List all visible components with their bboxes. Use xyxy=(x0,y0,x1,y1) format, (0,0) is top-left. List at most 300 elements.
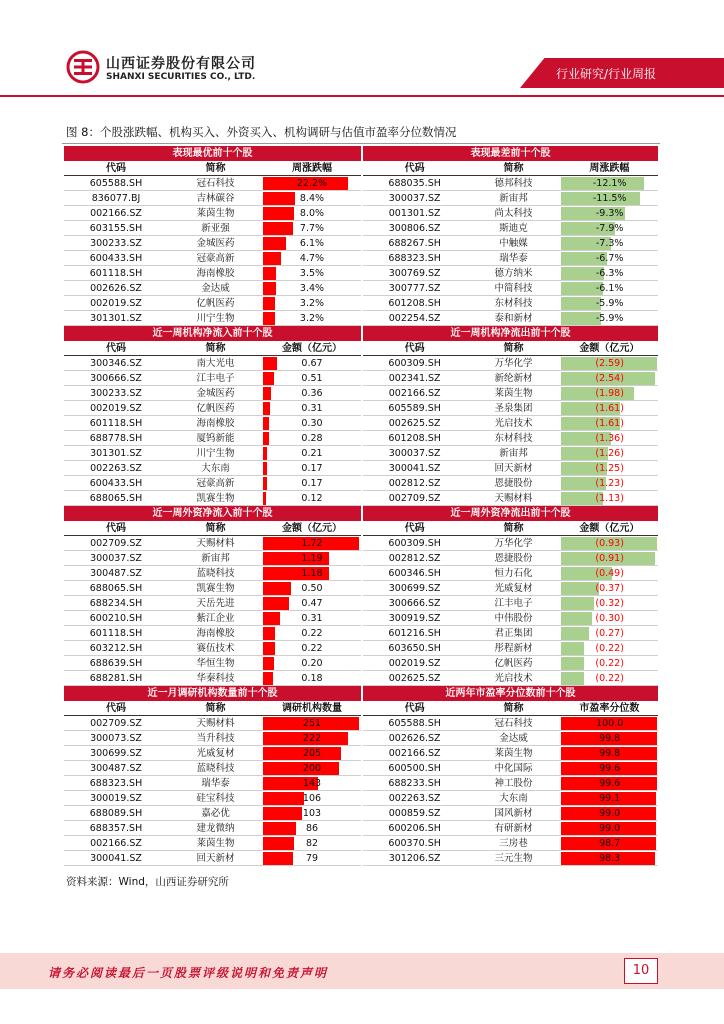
table-row xyxy=(64,656,361,671)
table-row xyxy=(64,296,361,311)
column-header-row xyxy=(64,341,361,356)
value-cell xyxy=(263,731,361,745)
value-cell xyxy=(263,401,361,415)
table-row xyxy=(363,221,658,236)
table-title: 表现最优前十个股 xyxy=(64,146,361,161)
table-row xyxy=(64,386,361,401)
table-row xyxy=(363,176,658,191)
value-label: 86 xyxy=(305,823,319,834)
column-header: 周涨跌幅 xyxy=(589,163,630,174)
stock-code: 300346.SZ xyxy=(90,358,142,369)
stock-name: 川宁生物 xyxy=(196,448,235,459)
stock-name: 冠豪高新 xyxy=(196,478,235,489)
stock-name: 新宙邦 xyxy=(201,553,230,564)
value-label: 0.47 xyxy=(301,598,323,609)
value-label: 99.0 xyxy=(599,808,621,819)
table-row xyxy=(363,641,658,656)
table-row xyxy=(64,266,361,281)
table-row xyxy=(363,776,658,791)
stock-name: 中伟股份 xyxy=(494,613,533,624)
table-row xyxy=(363,611,658,626)
stock-code: 688035.SH xyxy=(388,178,441,189)
stock-tables xyxy=(64,146,658,866)
value-cell xyxy=(561,566,658,580)
stock-code: 002263.SZ xyxy=(388,793,441,804)
value-cell xyxy=(263,371,361,385)
stock-name: 天赐材料 xyxy=(196,538,235,549)
value-label: -6.3% xyxy=(595,268,624,279)
table-row xyxy=(363,581,658,596)
stock-name: 江丰电子 xyxy=(196,373,235,384)
table-row xyxy=(363,266,658,281)
stock-code: 002166.SZ xyxy=(90,838,142,849)
stock-name: 大东南 xyxy=(201,463,230,474)
stock-name: 东材科技 xyxy=(494,298,533,309)
table-right xyxy=(361,146,658,326)
table-row xyxy=(64,311,361,326)
value-cell xyxy=(561,851,658,865)
header-divider xyxy=(0,95,724,97)
stock-code: 688639.SH xyxy=(89,658,143,669)
table-row xyxy=(64,836,361,851)
stock-name: 金城医药 xyxy=(196,388,235,399)
table-row xyxy=(64,821,361,836)
stock-code: 300041.SZ xyxy=(90,853,142,864)
stock-code: 002019.SZ xyxy=(90,403,142,414)
stock-name: 亿帆医药 xyxy=(494,658,533,669)
stock-code: 688234.SH xyxy=(89,598,143,609)
stock-code: 002626.SZ xyxy=(90,283,142,294)
table-right xyxy=(361,506,658,686)
stock-name: 中简科技 xyxy=(494,283,533,294)
table-row xyxy=(363,476,658,491)
stock-code: 300037.SZ xyxy=(90,553,142,564)
column-header: 简称 xyxy=(503,703,524,714)
table-row xyxy=(64,476,361,491)
table-title: 近一月调研机构数量前十个股 xyxy=(64,686,361,701)
value-cell xyxy=(561,176,658,190)
table-row xyxy=(64,626,361,641)
column-header: 简称 xyxy=(205,343,226,354)
value-cell xyxy=(561,551,658,565)
stock-code: 002166.SZ xyxy=(90,208,142,219)
value-label: 0.28 xyxy=(301,433,323,444)
table-title: 表现最差前十个股 xyxy=(363,146,658,161)
stock-name: 海南橡胶 xyxy=(196,628,235,639)
column-header: 金额（亿元） xyxy=(579,523,640,534)
value-label: 106 xyxy=(302,793,322,804)
value-cell xyxy=(561,836,658,850)
figure-divider xyxy=(62,143,660,144)
value-cell xyxy=(561,806,658,820)
table-row xyxy=(64,731,361,746)
stock-name: 吉林碳谷 xyxy=(196,193,235,204)
table-row xyxy=(64,641,361,656)
table-row xyxy=(363,446,658,461)
value-cell xyxy=(263,596,361,610)
value-cell xyxy=(263,746,361,760)
table-row xyxy=(64,416,361,431)
value-cell xyxy=(263,611,361,625)
table-row xyxy=(64,851,361,866)
table-row xyxy=(363,791,658,806)
stock-name: 嘉必优 xyxy=(201,808,230,819)
value-label: 0.21 xyxy=(301,448,323,459)
value-label: (0.37) xyxy=(595,583,624,594)
stock-name: 东材科技 xyxy=(494,433,533,444)
stock-name: 新纶新材 xyxy=(494,373,533,384)
table-right xyxy=(361,686,658,866)
value-cell xyxy=(561,266,658,280)
stock-name: 南大光电 xyxy=(196,358,235,369)
table-row xyxy=(363,851,658,866)
stock-code: 603650.SH xyxy=(388,643,441,654)
value-label: (0.22) xyxy=(595,643,624,654)
value-label: (1.61) xyxy=(595,418,624,429)
table-row xyxy=(363,596,658,611)
table-row xyxy=(363,671,658,686)
value-label: 98.7 xyxy=(599,838,621,849)
column-header: 简称 xyxy=(503,163,524,174)
stock-name: 厦钨新能 xyxy=(196,433,235,444)
table-title: 近一周外资净流出前十个股 xyxy=(363,506,658,521)
stock-name: 瑞华泰 xyxy=(201,778,230,789)
stock-name: 神工股份 xyxy=(494,778,533,789)
value-label: 8.4% xyxy=(299,193,325,204)
value-cell xyxy=(263,356,361,370)
stock-code: 300037.SZ xyxy=(388,448,441,459)
stock-code: 002625.SZ xyxy=(388,418,441,429)
stock-name: 万华化学 xyxy=(494,358,533,369)
table-row xyxy=(64,401,361,416)
stock-code: 600370.SH xyxy=(388,838,441,849)
column-header: 简称 xyxy=(205,703,226,714)
value-cell xyxy=(561,641,658,655)
value-label: 3.5% xyxy=(299,268,325,279)
stock-code: 002709.SZ xyxy=(90,718,142,729)
stock-code: 300073.SZ xyxy=(90,733,142,744)
value-label: 200 xyxy=(302,763,322,774)
value-label: 3.2% xyxy=(299,298,325,309)
value-cell xyxy=(263,641,361,655)
stock-name: 金城医药 xyxy=(196,238,235,249)
column-header: 代码 xyxy=(404,523,425,534)
column-header: 金额（亿元） xyxy=(282,343,342,354)
stock-code: 002709.SZ xyxy=(388,493,441,504)
value-cell xyxy=(561,656,658,670)
table-section xyxy=(64,326,658,506)
table-row xyxy=(363,716,658,731)
value-label: (1.36) xyxy=(595,433,624,444)
stock-code: 002812.SZ xyxy=(388,478,441,489)
table-section xyxy=(64,146,658,326)
value-label: 6.1% xyxy=(299,238,325,249)
stock-code: 002019.SZ xyxy=(388,658,441,669)
value-label: 8.0% xyxy=(299,208,325,219)
stock-name: 回天新材 xyxy=(196,853,235,864)
stock-name: 光启技术 xyxy=(494,673,533,684)
stock-code: 600433.SH xyxy=(89,478,143,489)
column-header: 代码 xyxy=(404,343,425,354)
stock-name: 蓝晓科技 xyxy=(196,763,235,774)
value-cell xyxy=(263,836,361,850)
value-cell xyxy=(561,356,658,370)
stock-code: 002254.SZ xyxy=(388,313,441,324)
value-label: 0.17 xyxy=(301,478,323,489)
table-row xyxy=(64,221,361,236)
column-header: 简称 xyxy=(205,163,226,174)
value-cell xyxy=(263,821,361,835)
figure-title: 图 8：个股涨跌幅、机构买入、外资买入、机构调研与估值市盈率分位数情况 xyxy=(66,125,457,139)
value-cell xyxy=(561,311,658,325)
value-cell xyxy=(561,206,658,220)
value-label: 99.0 xyxy=(599,823,621,834)
stock-name: 赛伍技术 xyxy=(196,643,235,654)
stock-name: 冠石科技 xyxy=(494,718,533,729)
table-row xyxy=(363,746,658,761)
stock-name: 尚太科技 xyxy=(494,208,533,219)
table-row xyxy=(363,311,658,326)
table-row xyxy=(363,491,658,506)
value-cell xyxy=(263,221,361,235)
value-label: 0.22 xyxy=(301,628,323,639)
value-cell xyxy=(263,311,361,325)
stock-code: 688281.SH xyxy=(89,673,143,684)
table-title: 近两年市盈率分位数前十个股 xyxy=(363,686,658,701)
stock-code: 688267.SH xyxy=(388,238,441,249)
value-cell xyxy=(263,656,361,670)
value-label: 0.22 xyxy=(301,643,323,654)
column-header: 代码 xyxy=(404,163,425,174)
stock-code: 300037.SZ xyxy=(388,193,441,204)
stock-code: 300666.SZ xyxy=(90,373,142,384)
value-label: 0.51 xyxy=(301,373,323,384)
stock-code: 601216.SH xyxy=(388,628,441,639)
value-cell xyxy=(263,716,361,730)
value-cell xyxy=(263,176,361,190)
table-row xyxy=(64,791,361,806)
value-label: -6.1% xyxy=(595,283,624,294)
value-cell xyxy=(561,296,658,310)
value-label: 205 xyxy=(302,748,322,759)
value-label: 222 xyxy=(302,733,322,744)
stock-name: 新宙邦 xyxy=(499,448,528,459)
table-section xyxy=(64,686,658,866)
stock-name: 海南橡胶 xyxy=(196,418,235,429)
stock-name: 有研新材 xyxy=(494,823,533,834)
table-row xyxy=(363,281,658,296)
table-row xyxy=(363,566,658,581)
stock-name: 三房巷 xyxy=(499,838,528,849)
value-cell xyxy=(561,476,658,490)
stock-code: 301301.SZ xyxy=(90,313,142,324)
table-row xyxy=(64,251,361,266)
stock-code: 600309.SH xyxy=(388,358,441,369)
company-name-cn: 山西证券股份有限公司 xyxy=(106,56,256,72)
column-header: 金额（亿元） xyxy=(579,343,640,354)
stock-name: 君正集团 xyxy=(494,628,533,639)
stock-name: 瑞华泰 xyxy=(499,253,528,264)
column-header: 代码 xyxy=(106,523,126,534)
stock-code: 001301.SZ xyxy=(388,208,441,219)
value-cell xyxy=(561,821,658,835)
stock-code: 603155.SH xyxy=(89,223,143,234)
column-header-row xyxy=(363,161,658,176)
column-header-row xyxy=(64,521,361,536)
data-source: 资料来源：Wind，山西证券研究所 xyxy=(66,876,229,888)
table-row xyxy=(64,431,361,446)
value-label: 99.8 xyxy=(599,733,621,744)
stock-name: 天赐材料 xyxy=(494,493,533,504)
stock-code: 688778.SH xyxy=(89,433,143,444)
stock-code: 002263.SZ xyxy=(90,463,142,474)
value-label: (0.91) xyxy=(595,553,624,564)
value-cell xyxy=(263,296,361,310)
value-cell xyxy=(561,416,658,430)
stock-name: 光启技术 xyxy=(494,418,533,429)
page-header xyxy=(0,0,724,100)
column-header: 调研机构数量 xyxy=(282,703,342,714)
stock-name: 江丰电子 xyxy=(494,598,533,609)
value-label: 22.2% xyxy=(296,178,328,189)
value-label: 1.19 xyxy=(301,553,323,564)
table-row xyxy=(363,821,658,836)
stock-name: 斯迪克 xyxy=(499,223,528,234)
table-row xyxy=(64,356,361,371)
stock-code: 601118.SH xyxy=(89,418,143,429)
value-label: -12.1% xyxy=(592,178,627,189)
column-header: 市盈率分位数 xyxy=(579,703,640,714)
stock-name: 光威复材 xyxy=(494,583,533,594)
value-cell xyxy=(561,446,658,460)
column-header: 金额（亿元） xyxy=(282,523,342,534)
stock-code: 300666.SZ xyxy=(388,598,441,609)
stock-name: 光威复材 xyxy=(196,748,235,759)
value-cell xyxy=(263,806,361,820)
stock-code: 601118.SH xyxy=(89,268,143,279)
table-row xyxy=(363,731,658,746)
value-label: 0.31 xyxy=(301,613,323,624)
table-row xyxy=(64,491,361,506)
value-cell xyxy=(263,566,361,580)
column-header: 简称 xyxy=(205,523,226,534)
table-row xyxy=(363,191,658,206)
value-cell xyxy=(263,251,361,265)
value-cell xyxy=(263,191,361,205)
value-label: 0.36 xyxy=(301,388,323,399)
value-label: (1.98) xyxy=(595,388,624,399)
value-cell xyxy=(263,491,361,505)
stock-code: 002626.SZ xyxy=(388,733,441,744)
value-cell xyxy=(561,671,658,685)
table-title: 近一周外资净流入前十个股 xyxy=(64,506,361,521)
value-cell xyxy=(263,626,361,640)
stock-name: 当升科技 xyxy=(196,733,235,744)
stock-code: 688065.SH xyxy=(89,583,143,594)
table-row xyxy=(64,461,361,476)
value-label: 1.18 xyxy=(301,568,323,579)
stock-code: 300699.SZ xyxy=(388,583,441,594)
column-header: 周涨跌幅 xyxy=(292,163,332,174)
value-cell xyxy=(263,851,361,865)
value-cell xyxy=(561,746,658,760)
column-header: 简称 xyxy=(503,523,524,534)
value-cell xyxy=(561,716,658,730)
stock-name: 万华化学 xyxy=(494,538,533,549)
stock-code: 688357.SH xyxy=(89,823,143,834)
table-row xyxy=(363,761,658,776)
table-row xyxy=(363,536,658,551)
column-header: 代码 xyxy=(106,163,126,174)
value-label: 143 xyxy=(302,778,322,789)
value-cell xyxy=(561,626,658,640)
value-label: (0.30) xyxy=(595,613,624,624)
stock-code: 600210.SH xyxy=(89,613,143,624)
stock-code: 002166.SZ xyxy=(388,748,441,759)
value-cell xyxy=(561,581,658,595)
stock-code: 300233.SZ xyxy=(90,238,142,249)
table-row xyxy=(64,596,361,611)
stock-name: 中化国际 xyxy=(494,763,533,774)
value-label: 98.3 xyxy=(599,853,621,864)
stock-name: 蓝晓科技 xyxy=(196,568,235,579)
value-label: (0.49) xyxy=(595,568,624,579)
stock-code: 301301.SZ xyxy=(90,448,142,459)
stock-name: 硅宝科技 xyxy=(196,793,235,804)
value-label: 82 xyxy=(305,838,319,849)
stock-code: 002166.SZ xyxy=(388,388,441,399)
value-label: (0.22) xyxy=(595,658,624,669)
stock-name: 莱茵生物 xyxy=(196,208,235,219)
value-label: 0.12 xyxy=(301,493,323,504)
value-label: (0.27) xyxy=(595,628,624,639)
table-left xyxy=(64,146,361,326)
table-row xyxy=(64,446,361,461)
value-cell xyxy=(561,536,658,550)
table-row xyxy=(64,776,361,791)
value-label: (0.32) xyxy=(595,598,624,609)
stock-code: 605588.SH xyxy=(388,718,441,729)
stock-name: 德邦科技 xyxy=(494,178,533,189)
column-header: 简称 xyxy=(503,343,524,354)
stock-name: 三元生物 xyxy=(494,853,533,864)
table-section xyxy=(64,506,658,686)
value-label: 99.1 xyxy=(599,793,621,804)
table-row xyxy=(363,416,658,431)
value-cell xyxy=(263,671,361,685)
table-row xyxy=(363,656,658,671)
value-label: 7.7% xyxy=(299,223,325,234)
stock-name: 金达威 xyxy=(499,733,528,744)
stock-code: 002812.SZ xyxy=(388,553,441,564)
table-row xyxy=(64,716,361,731)
stock-code: 300769.SZ xyxy=(388,268,441,279)
value-label: 99.8 xyxy=(599,748,621,759)
table-row xyxy=(363,461,658,476)
table-row xyxy=(363,431,658,446)
value-label: 0.30 xyxy=(301,418,323,429)
value-label: 1.72 xyxy=(301,538,323,549)
value-label: 0.50 xyxy=(301,583,323,594)
stock-name: 莱茵生物 xyxy=(196,838,235,849)
value-cell xyxy=(263,791,361,805)
table-row xyxy=(363,356,658,371)
stock-name: 恒力石化 xyxy=(494,568,533,579)
stock-code: 600346.SH xyxy=(388,568,441,579)
stock-name: 川宁生物 xyxy=(196,313,235,324)
value-label: (0.22) xyxy=(595,673,624,684)
value-cell xyxy=(561,236,658,250)
